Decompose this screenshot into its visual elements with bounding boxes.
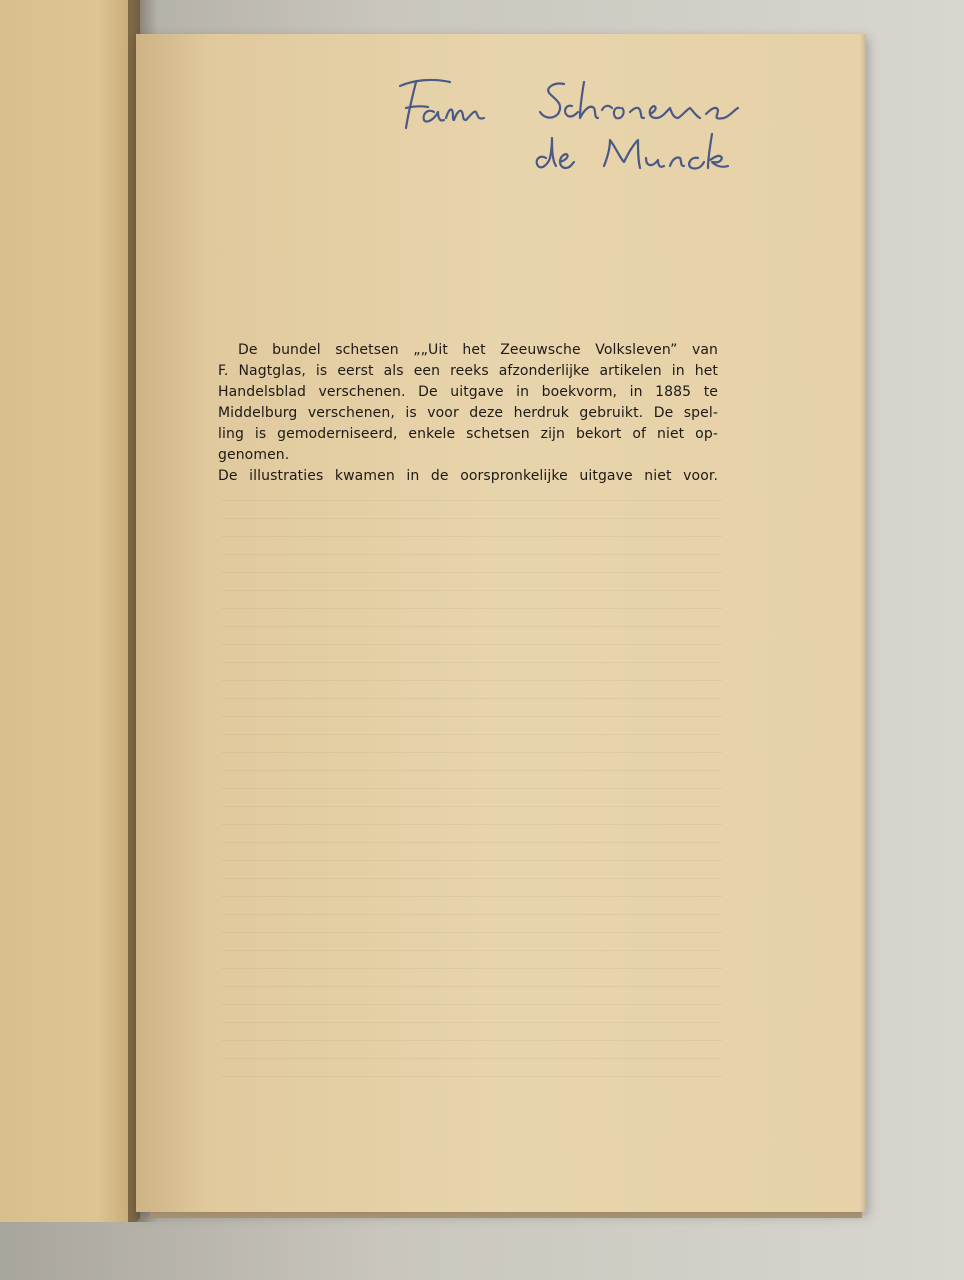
- left-facing-page: [0, 0, 140, 1222]
- reverse-side-showthrough: [222, 500, 722, 1090]
- notice-line: genomen.: [218, 447, 290, 463]
- inscription-drawing: [394, 62, 814, 192]
- notice-line: ling is gemoderniseerd, enkele schetsen zijn bekort of niet op-: [218, 426, 718, 442]
- notice-line: Middelburg verschenen, is voor deze herdruk gebruikt. De spel-: [218, 405, 718, 421]
- notice-line: De bundel schetsen „„Uit het Zeeuwsche Volksleven” van: [238, 342, 718, 358]
- notice-line: Handelsblad verschenen. De uitgave in boekvorm, in 1885 te: [218, 384, 718, 400]
- publication-notice: [218, 340, 718, 487]
- handwritten-inscription: [394, 62, 814, 192]
- notice-line: F. Nagtglas, is eerst als een reeks afzonderlijke artikelen in het: [218, 363, 718, 379]
- notice-line: De illustraties kwamen in de oorspronkelijke uitgave niet voor.: [218, 468, 718, 484]
